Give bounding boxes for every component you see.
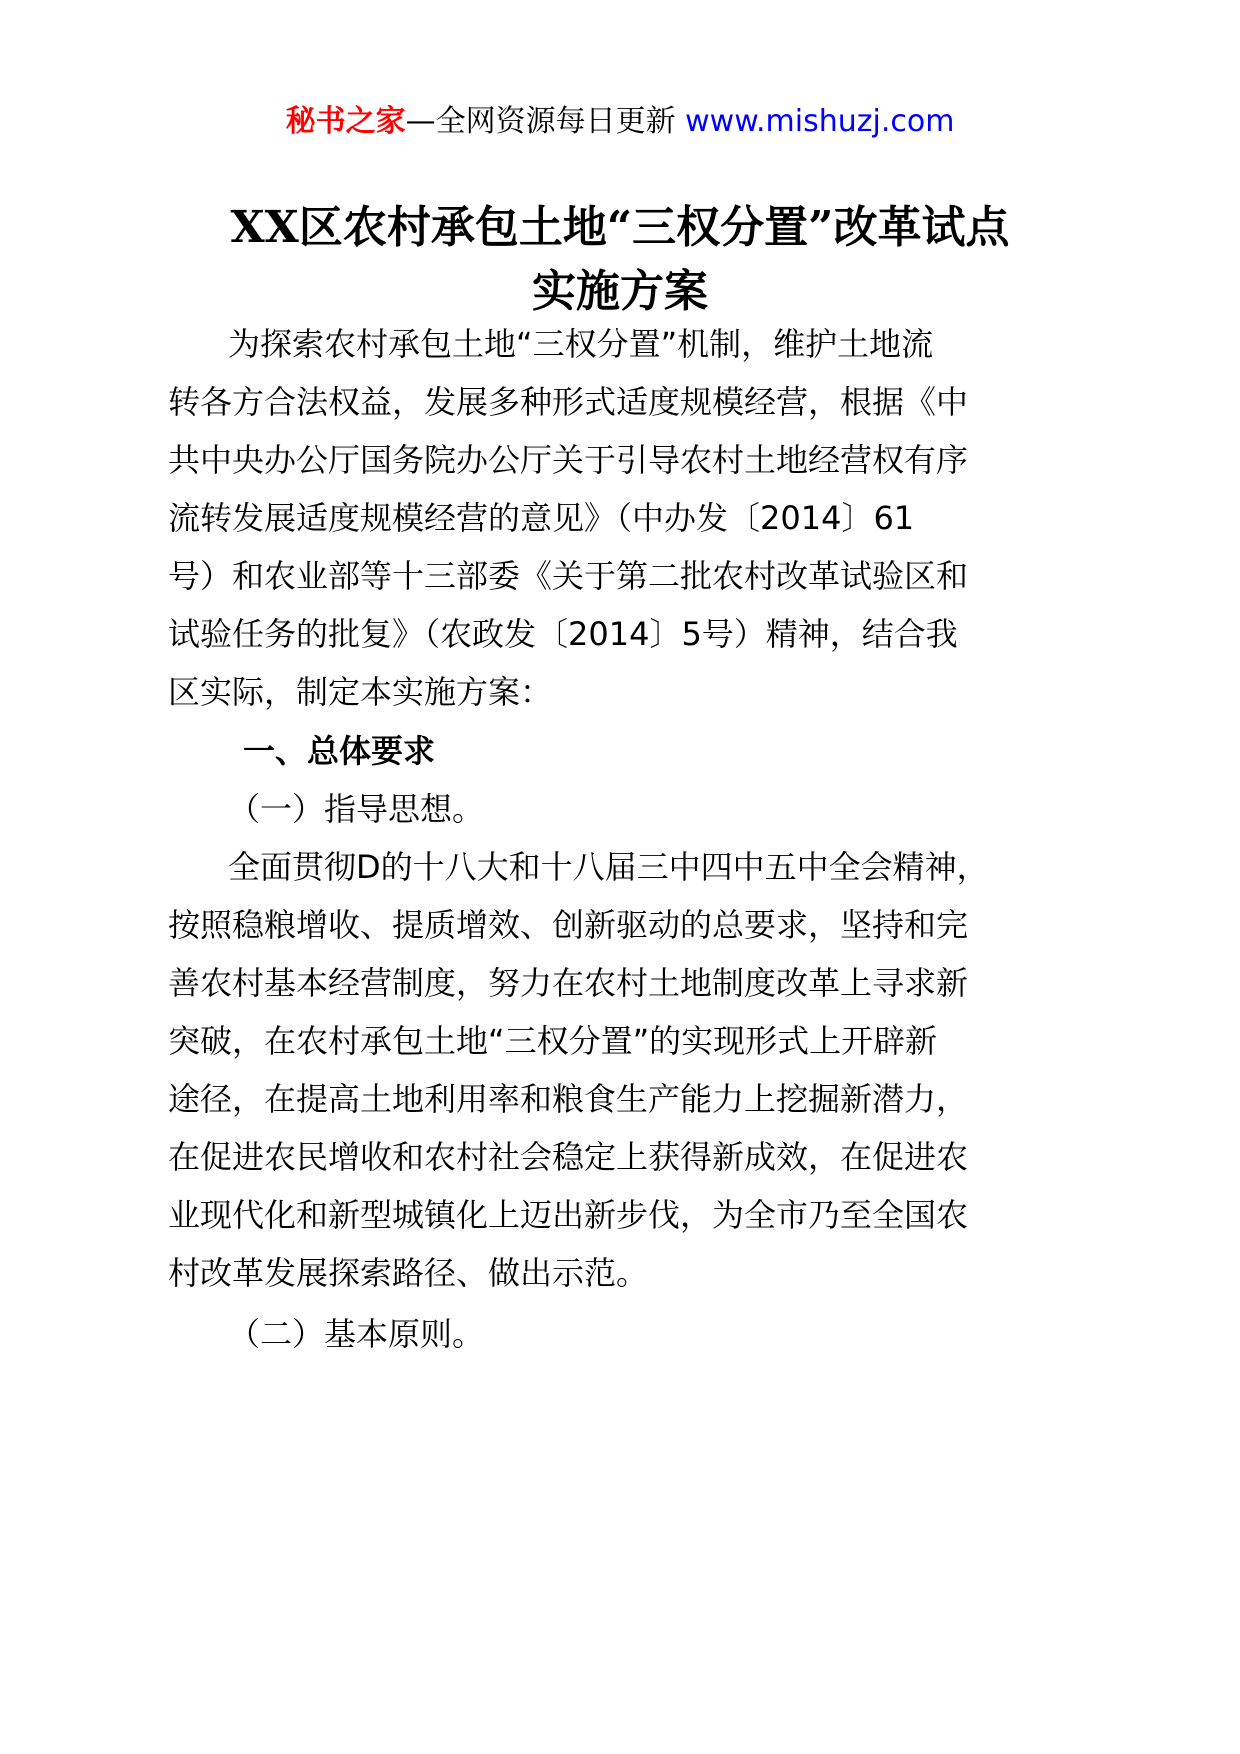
header-tagline: —全网资源每日更新: [405, 104, 686, 139]
intro-paragraph-line-5: 号）和农业部等十三部委《关于第二批农村改革试验区和: [168, 557, 969, 595]
guiding-paragraph-line-3: 善农村基本经营制度，努力在农村土地制度改革上寻求新: [168, 964, 969, 1002]
section-heading: 一、总体要求: [243, 732, 436, 770]
site-header: [0, 100, 1240, 144]
document-title-line-2: 实施方案: [532, 266, 708, 317]
intro-paragraph-line-4: 流转发展适度规模经营的意见》（中办发〔2014〕61: [168, 499, 915, 537]
guiding-paragraph-line-4: 突破，在农村承包土地“三权分置”的实现形式上开辟新: [168, 1022, 938, 1060]
guiding-paragraph-line-5: 途径，在提高土地利用率和粮食生产能力上挖掘新潜力，: [168, 1080, 969, 1118]
intro-paragraph-line-2: 转各方合法权益，发展多种形式适度规模经营，根据《中: [168, 383, 969, 421]
guiding-paragraph-line-2: 按照稳粮增收、提质增效、创新驱动的总要求，坚持和完: [168, 906, 969, 944]
subsection-heading-2: （二）基本原则。: [228, 1315, 485, 1353]
intro-paragraph-line-6: 试验任务的批复》（农政发〔2014〕5号）精神，结合我: [168, 615, 958, 653]
guiding-paragraph-line-7: 业现代化和新型城镇化上迈出新步伐，为全市乃至全国农: [168, 1196, 969, 1234]
brand-name: 秘书之家: [285, 104, 406, 139]
document-title-line-1: XX区农村承包土地“三权分置”改革试点: [230, 202, 1010, 253]
intro-paragraph-line-1: 为探索农村承包土地“三权分置”机制，维护土地流: [228, 325, 934, 363]
intro-paragraph-line-7: 区实际，制定本实施方案：: [168, 673, 553, 711]
subsection-heading-1: （一）指导思想。: [228, 790, 485, 828]
guiding-paragraph-line-8: 村改革发展探索路径、做出示范。: [168, 1254, 649, 1292]
guiding-paragraph-line-1: 全面贯彻D的十八大和十八届三中四中五中全会精神，: [228, 848, 989, 886]
intro-paragraph-line-3: 共中央办公厅国务院办公厅关于引导农村土地经营权有序: [168, 441, 969, 479]
site-url-link[interactable]: www.mishuzj.com: [685, 104, 955, 139]
guiding-paragraph-line-6: 在促进农民增收和农村社会稳定上获得新成效，在促进农: [168, 1138, 969, 1176]
